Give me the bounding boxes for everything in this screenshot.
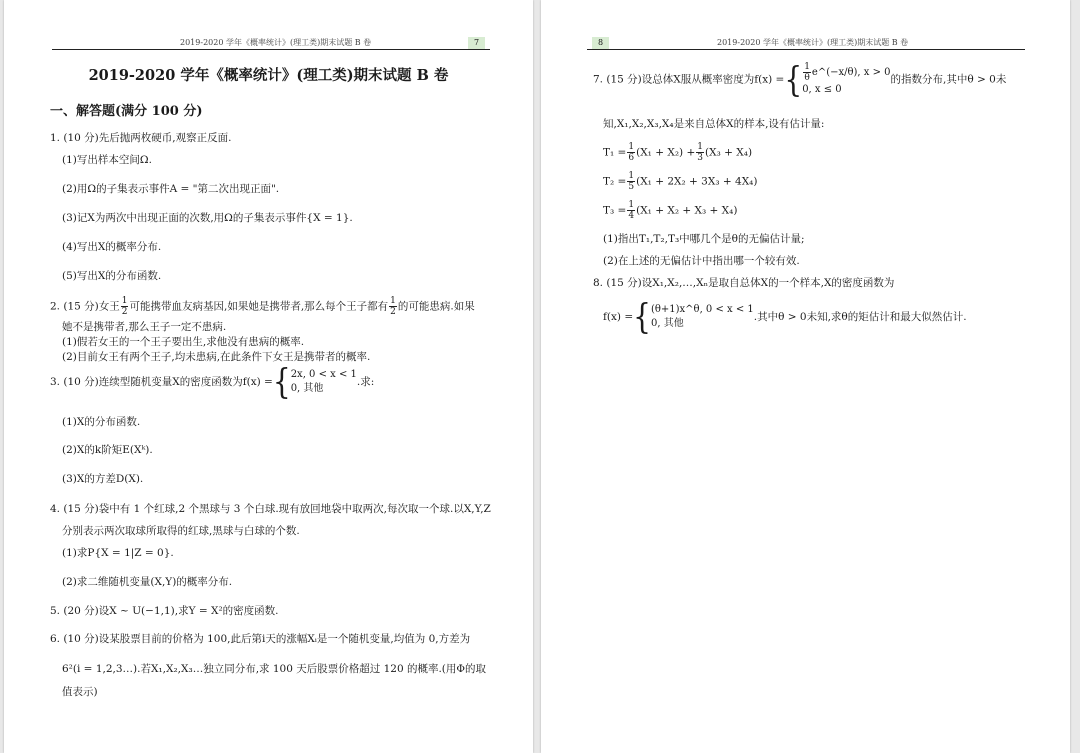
left-brace-icon: { bbox=[784, 58, 803, 100]
q7-estimator-t1: T₁ = $\frac{1}{6}$ (X₁ + X₂) + $\frac{1}{3}$ (X₃ + X₄) bbox=[603, 142, 753, 163]
q7-part1: (1)指出T₁,T₂,T₃中哪几个是θ的无偏估计量; bbox=[603, 233, 805, 245]
q3-stem-text: 3. (10 分)连续型随机变量X的密度函数为f(x) = bbox=[50, 376, 273, 388]
exam-title: 2019-2020 学年《概率统计》(理工类)期末试题 B 卷 bbox=[88, 67, 449, 84]
q8-stem: 8. (15 分)设X₁,X₂,…,Xₙ是取自总体X的一个样本,X的密度函数为 bbox=[593, 277, 895, 289]
q2-line2: 她不是携带者,那么王子一定不患病. bbox=[62, 321, 227, 333]
q8-cases: (θ+1)x^θ, 0 < x < 1 0, 其他 bbox=[650, 304, 754, 329]
q2-part1: (1)假若女王的一个王子要出生,求他没有患病的概率. bbox=[62, 336, 305, 348]
q1-part3: (3)记X为两次中出现正面的次数,用Ω的子集表示事件{X = 1}. bbox=[62, 212, 353, 224]
page-number: 7 bbox=[468, 37, 485, 49]
running-head: 2019-2020 学年《概率统计》(理工类)期末试题 B 卷 bbox=[717, 38, 909, 47]
left-page bbox=[4, 0, 533, 753]
left-brace-icon: { bbox=[272, 360, 291, 402]
q6-line2: 6²(i = 1,2,3…).若X₁,X₂,X₃…独立同分布,求 100 天后股票价格超过 120 的概率.(用Φ的取 bbox=[62, 663, 487, 675]
q2-stem-c: 的可能患病.如果 bbox=[397, 300, 475, 313]
q7-tail: 的指数分布,其中θ > 0未 bbox=[890, 73, 1007, 86]
q7-cases: $\frac{1}{\theta}$ e^(−x/θ), x > 0 0, x ≤ 0 bbox=[802, 62, 891, 95]
q1-part5: (5)写出X的分布函数. bbox=[62, 270, 162, 282]
q8-density: f(x) ={ (θ+1)x^θ, 0 < x < 1 0, 其他 .其中θ > 0未知,求θ的矩估计和最大似然估计. bbox=[603, 295, 967, 337]
q2-stem-a: 2. (15 分)女王 bbox=[50, 300, 120, 313]
q2-stem-b: 可能携带血友病基因,如果她是携带者,那么每个王子都有 bbox=[129, 300, 389, 313]
q3-tail: .求: bbox=[356, 376, 375, 388]
q4-part1: (1)求P{X = 1|Z = 0}. bbox=[62, 547, 174, 559]
q7-line2: 知,X₁,X₂,X₃,X₄是来自总体X的样本,设有估计量: bbox=[603, 118, 825, 130]
q2-stem bbox=[50, 296, 475, 317]
q2-fraction-2: $\frac{1}{2}$ bbox=[390, 296, 396, 317]
q6-line3: 值表示) bbox=[62, 686, 98, 698]
q1-stem: 1. (10 分)先后抛两枚硬币,观察正反面. bbox=[50, 132, 232, 144]
running-head: 2019-2020 学年《概率统计》(理工类)期末试题 B 卷 bbox=[180, 38, 372, 47]
q3-part1: (1)X的分布函数. bbox=[62, 416, 141, 428]
page-number: 8 bbox=[592, 37, 609, 49]
q3-cases: 2x, 0 < x < 1 0, 其他 bbox=[290, 369, 357, 394]
q2-fraction-1: $\frac{1}{2}$ bbox=[121, 296, 128, 317]
q3-stem bbox=[50, 360, 375, 402]
q7-estimator-t3: T₃ = $\frac{1}{4}$ (X₁ + X₂ + X₃ + X₄) bbox=[603, 200, 738, 221]
q4-part2: (2)求二维随机变量(X,Y)的概率分布. bbox=[62, 576, 233, 588]
header-rule bbox=[52, 49, 490, 50]
q4-stem: 4. (15 分)袋中有 1 个红球,2 个黑球与 3 个白球.现有放回地袋中取两次,每次取一个球.以X,Y,Z bbox=[50, 503, 491, 515]
q5-stem: 5. (20 分)设X ~ U(−1,1),求Y = X²的密度函数. bbox=[50, 605, 279, 617]
q7-estimator-t2: T₂ = $\frac{1}{5}$ (X₁ + 2X₂ + 3X₃ + 4X₄) bbox=[603, 171, 758, 192]
q1-part4: (4)写出X的概率分布. bbox=[62, 241, 162, 253]
q1-part1: (1)写出样本空间Ω. bbox=[62, 154, 152, 166]
section-heading: 一、解答题(满分 100 分) bbox=[50, 104, 203, 119]
q7-stem bbox=[593, 58, 1007, 100]
q4-line2: 分别表示两次取球所取得的红球,黑球与白球的个数. bbox=[62, 525, 300, 537]
right-page bbox=[541, 0, 1070, 753]
q7-stem-text: 7. (15 分)设总体X服从概率密度为f(x) = bbox=[593, 73, 785, 86]
q6-stem: 6. (10 分)设某股票目前的价格为 100,此后第i天的涨幅Xᵢ是一个随机变量,均值为 0,方差为 bbox=[50, 633, 471, 645]
header-rule bbox=[587, 49, 1025, 50]
q3-part3: (3)X的方差D(X). bbox=[62, 473, 144, 485]
q7-part2: (2)在上述的无偏估计中指出哪一个较有效. bbox=[603, 255, 800, 267]
left-brace-icon: { bbox=[633, 295, 651, 337]
q2-part2: (2)目前女王有两个王子,均未患病,在此条件下女王是携带者的概率. bbox=[62, 351, 371, 363]
q1-part2: (2)用Ω的子集表示事件A = "第二次出现正面". bbox=[62, 183, 280, 195]
q3-part2: (2)X的k阶矩E(Xᵏ). bbox=[62, 444, 153, 456]
